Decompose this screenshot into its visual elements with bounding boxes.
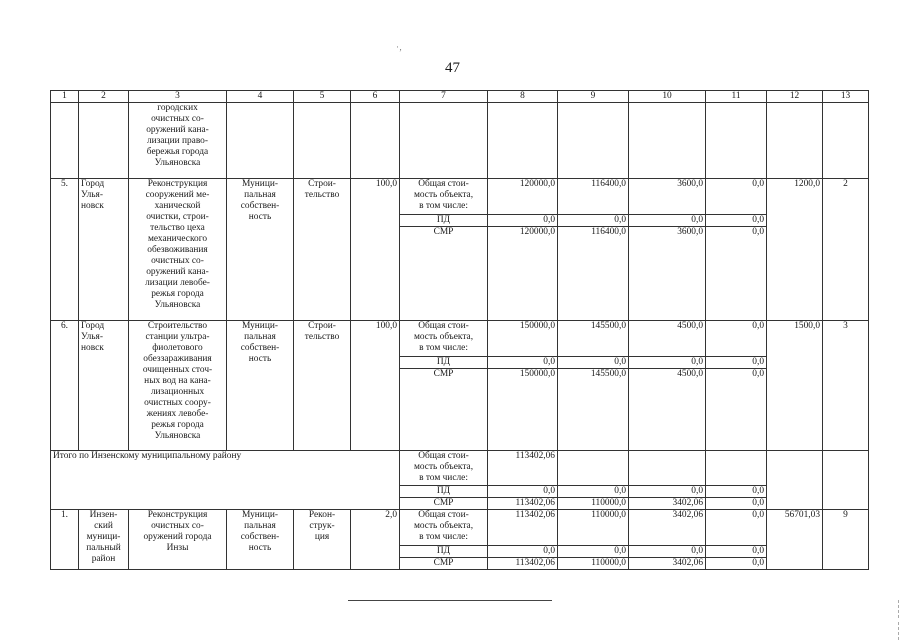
- value-cell: [706, 451, 767, 486]
- value-cell: 120000,0: [488, 179, 558, 215]
- value-cell: 0,0: [706, 546, 767, 558]
- smr-label: СМР: [400, 369, 488, 451]
- value-cell: [629, 451, 706, 486]
- value-cell: 0,0: [488, 546, 558, 558]
- ownership: Муници- пальная собствен- ность: [227, 321, 294, 451]
- value-cell: 0,0: [706, 321, 767, 357]
- subtotal-label: Итого по Инзенскому муниципальному району: [51, 451, 400, 510]
- work-type: Строи- тельство: [294, 179, 351, 321]
- value-cell: 4500,0: [629, 369, 706, 451]
- ownership: Муници- пальная собствен- ность: [227, 179, 294, 321]
- value-cell: 116400,0: [558, 227, 629, 321]
- col-number: 13: [823, 91, 869, 103]
- value-cell: 0,0: [629, 215, 706, 227]
- continuation-row: [51, 103, 869, 179]
- value-cell: 0,0: [706, 369, 767, 451]
- col-number: 9: [558, 91, 629, 103]
- work-type: Рекон- струк- ция: [294, 510, 351, 570]
- subtotal-row: [51, 451, 869, 486]
- total-cost-label: Общая стои- мость объекта, в том числе:: [400, 321, 488, 357]
- row-number: 5.: [51, 179, 79, 321]
- scan-speck: ·‚: [396, 42, 402, 52]
- value-cell: 116400,0: [558, 179, 629, 215]
- col-number: 6: [351, 91, 400, 103]
- value-cell: 113402,06: [488, 558, 558, 570]
- total-cost-label: Общая стои- мость объекта, в том числе:: [400, 451, 488, 486]
- smr-label: СМР: [400, 498, 488, 510]
- value-cell: 110000,0: [558, 510, 629, 546]
- value-cell: 2: [823, 179, 869, 321]
- value-cell: 110000,0: [558, 558, 629, 570]
- col-number: 3: [129, 91, 227, 103]
- value-cell: 0,0: [706, 357, 767, 369]
- value-cell: 3402,06: [629, 498, 706, 510]
- work-type: Строи- тельство: [294, 321, 351, 451]
- smr-label: СМР: [400, 227, 488, 321]
- table-row: [51, 179, 869, 215]
- value-cell: 113402,06: [488, 451, 558, 486]
- pd-label: ПД: [400, 357, 488, 369]
- col-number: 10: [629, 91, 706, 103]
- value-cell: 145500,0: [558, 369, 629, 451]
- readiness: 2,0: [351, 510, 400, 570]
- col-number: 12: [767, 91, 823, 103]
- value-cell: 110000,0: [558, 498, 629, 510]
- pd-label: ПД: [400, 486, 488, 498]
- readiness: 100,0: [351, 179, 400, 321]
- value-cell: 0,0: [488, 357, 558, 369]
- value-cell: 0,0: [706, 510, 767, 546]
- table-row: [51, 321, 869, 357]
- col-number: 4: [227, 91, 294, 103]
- municipality: Город Улья- новск: [79, 179, 129, 321]
- value-cell: 0,0: [706, 558, 767, 570]
- row-number: 1.: [51, 510, 79, 570]
- value-cell: 0,0: [558, 546, 629, 558]
- smr-label: СМР: [400, 558, 488, 570]
- value-cell: 0,0: [706, 227, 767, 321]
- value-cell: 0,0: [558, 215, 629, 227]
- object-name-continued: городских очистных со- оружений кана- лизации право- бережья города Ульяновска: [129, 103, 227, 179]
- value-cell: 113402,06: [488, 498, 558, 510]
- margin-mark: [897, 622, 899, 640]
- value-cell: 56701,03: [767, 510, 823, 570]
- municipality: Инзен- ский муници- пальный район: [79, 510, 129, 570]
- value-cell: 3: [823, 321, 869, 451]
- object-name: Строительство станции ультра- фиолетового обеззараживания очищенных сточ- ных вод на кана- лизационных очистных соору- жениях левобе- режья города Ульяновска: [129, 321, 227, 451]
- value-cell: 0,0: [629, 546, 706, 558]
- value-cell: 1200,0: [767, 179, 823, 321]
- col-number: 5: [294, 91, 351, 103]
- value-cell: 3402,06: [629, 558, 706, 570]
- footer-rule: [348, 600, 552, 601]
- value-cell: 4500,0: [629, 321, 706, 357]
- col-number: 1: [51, 91, 79, 103]
- value-cell: 1500,0: [767, 321, 823, 451]
- value-cell: 120000,0: [488, 227, 558, 321]
- value-cell: 3600,0: [629, 179, 706, 215]
- value-cell: 0,0: [706, 179, 767, 215]
- value-cell: 0,0: [558, 486, 629, 498]
- readiness: 100,0: [351, 321, 400, 451]
- value-cell: [558, 451, 629, 486]
- total-cost-label: Общая стои- мость объекта, в том числе:: [400, 510, 488, 546]
- value-cell: 0,0: [488, 486, 558, 498]
- value-cell: 0,0: [558, 357, 629, 369]
- col-number: 7: [400, 91, 488, 103]
- pd-label: ПД: [400, 215, 488, 227]
- total-cost-label: Общая стои- мость объекта, в том числе:: [400, 179, 488, 215]
- value-cell: 0,0: [488, 215, 558, 227]
- value-cell: 3600,0: [629, 227, 706, 321]
- value-cell: 9: [823, 510, 869, 570]
- value-cell: 150000,0: [488, 369, 558, 451]
- column-number-row: [51, 91, 869, 103]
- page-number: 47: [445, 60, 460, 76]
- pd-label: ПД: [400, 546, 488, 558]
- value-cell: 0,0: [706, 215, 767, 227]
- value-cell: 145500,0: [558, 321, 629, 357]
- object-name: Реконструкция сооружений ме- ханической очистки, строи- тельство цеха механического обезвоживания очистных со- оружений кана- лизации левобе- режья города Ульяновска: [129, 179, 227, 321]
- investment-table: [50, 90, 869, 570]
- value-cell: 0,0: [706, 486, 767, 498]
- object-name: Реконструкция очистных со- оружений города Инзы: [129, 510, 227, 570]
- value-cell: 113402,06: [488, 510, 558, 546]
- value-cell: 150000,0: [488, 321, 558, 357]
- col-number: 11: [706, 91, 767, 103]
- value-cell: 0,0: [629, 486, 706, 498]
- ownership: Муници- пальная собствен- ность: [227, 510, 294, 570]
- col-number: 2: [79, 91, 129, 103]
- value-cell: 3402,06: [629, 510, 706, 546]
- row-number: 6.: [51, 321, 79, 451]
- col-number: 8: [488, 91, 558, 103]
- table-row: [51, 510, 869, 546]
- margin-mark: [897, 600, 899, 618]
- value-cell: 0,0: [706, 498, 767, 510]
- value-cell: 0,0: [629, 357, 706, 369]
- municipality: Город Улья- новск: [79, 321, 129, 451]
